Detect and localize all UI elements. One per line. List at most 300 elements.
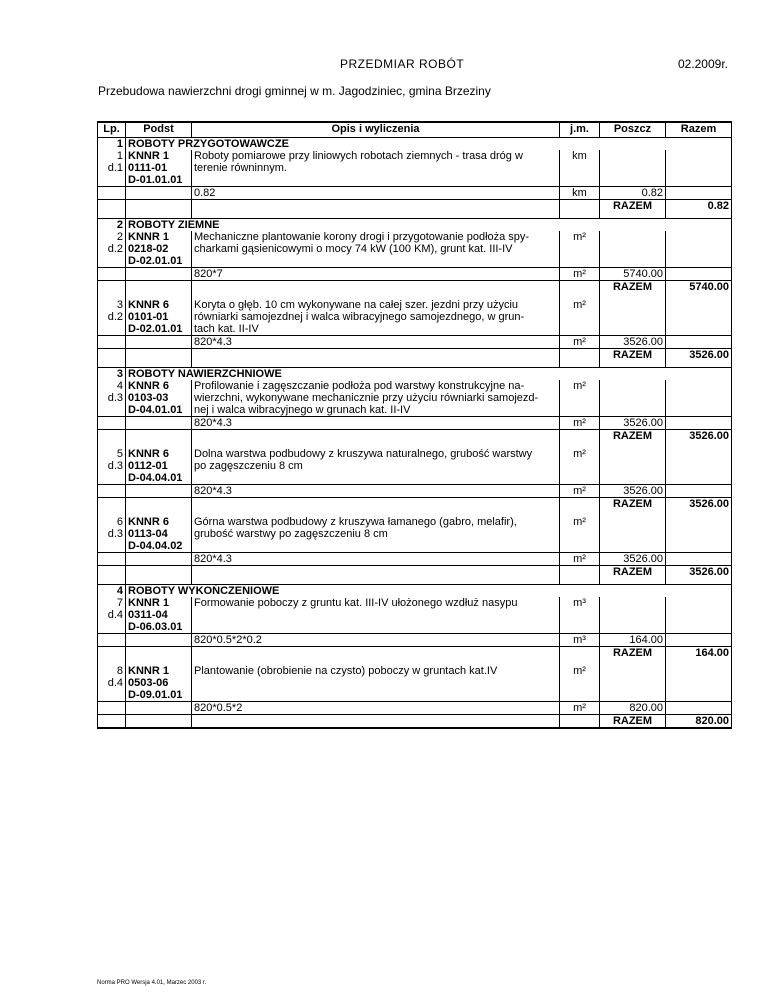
item-d-ref: d.2 xyxy=(98,311,126,323)
item-unit: m² xyxy=(560,516,600,528)
empty-cell xyxy=(192,566,560,579)
empty-cell xyxy=(666,540,732,553)
item-row xyxy=(98,255,732,268)
empty-cell xyxy=(192,715,560,729)
item-lp: 3 xyxy=(98,299,126,311)
item-row xyxy=(98,150,732,162)
empty-cell xyxy=(600,621,666,634)
item-quantity: 3526.00 xyxy=(600,417,666,430)
header-jm: j.m. xyxy=(560,122,600,138)
empty-cell xyxy=(600,689,666,702)
item-row xyxy=(98,689,732,702)
empty-cell xyxy=(126,349,192,362)
item-quantity: 164.00 xyxy=(600,634,666,647)
item-description: Górna warstwa podbudowy z kruszywa łamanego (gabro, melafir), xyxy=(192,516,560,528)
empty-cell xyxy=(666,472,732,485)
item-description: grubość warstwy po zagęszczeniu 8 cm xyxy=(192,528,560,540)
empty-cell xyxy=(560,174,600,187)
total-row xyxy=(98,647,732,660)
empty-cell xyxy=(560,472,600,485)
item-razem-empty xyxy=(666,516,732,528)
empty-cell xyxy=(98,200,126,213)
item-spec-code: D-02.01.01 xyxy=(126,255,192,268)
empty-cell xyxy=(600,311,666,323)
item-spec-code: D-06.03.01 xyxy=(126,621,192,634)
empty-cell xyxy=(98,281,126,294)
empty-cell xyxy=(98,349,126,362)
empty-cell xyxy=(600,162,666,174)
item-calculation: 820*4.3 xyxy=(192,417,560,430)
table-header-row xyxy=(98,122,732,138)
empty-cell xyxy=(560,392,600,404)
total-row xyxy=(98,281,732,294)
item-d-ref: d.1 xyxy=(98,162,126,174)
empty-cell xyxy=(666,460,732,472)
item-row xyxy=(98,243,732,255)
item-calculation: 0.82 xyxy=(192,187,560,200)
item-row xyxy=(98,311,732,323)
empty-cell xyxy=(666,162,732,174)
section-title: ROBOTY ZIEMNE xyxy=(126,219,732,232)
item-poszcz-empty xyxy=(600,448,666,460)
calc-unit: m² xyxy=(560,553,600,566)
empty-cell xyxy=(126,634,192,647)
item-total: 164.00 xyxy=(666,647,732,660)
item-total: 3526.00 xyxy=(666,430,732,443)
empty-cell xyxy=(560,647,600,660)
item-row xyxy=(98,516,732,528)
empty-cell xyxy=(560,715,600,729)
empty-cell xyxy=(560,677,600,689)
empty-cell xyxy=(600,174,666,187)
empty-cell xyxy=(666,553,732,566)
empty-cell xyxy=(98,566,126,579)
item-unit: m² xyxy=(560,665,600,677)
razem-label: RAZEM xyxy=(600,281,666,294)
item-row xyxy=(98,299,732,311)
total-row xyxy=(98,430,732,443)
item-row xyxy=(98,162,732,174)
item-podst-catalog: KNNR 1 xyxy=(126,597,192,609)
empty-cell xyxy=(666,174,732,187)
item-spec-code: D-04.04.01 xyxy=(126,472,192,485)
empty-cell xyxy=(126,647,192,660)
item-spec-code: D-09.01.01 xyxy=(126,689,192,702)
empty-cell xyxy=(560,430,600,443)
empty-cell xyxy=(126,200,192,213)
item-podst-number: 0503-06 xyxy=(126,677,192,689)
header-lp: Lp. xyxy=(98,122,126,138)
item-row xyxy=(98,528,732,540)
header-razem: Razem xyxy=(666,122,732,138)
section-number: 4 xyxy=(98,585,126,598)
section-title: ROBOTY NAWIERZCHNIOWE xyxy=(126,368,732,381)
razem-label: RAZEM xyxy=(600,715,666,729)
total-row xyxy=(98,566,732,579)
item-quantity: 5740.00 xyxy=(600,268,666,281)
empty-cell xyxy=(126,566,192,579)
empty-cell xyxy=(192,498,560,511)
empty-cell xyxy=(666,621,732,634)
empty-cell xyxy=(600,528,666,540)
empty-cell xyxy=(560,460,600,472)
empty-cell xyxy=(560,311,600,323)
item-spec-code: D-01.01.01 xyxy=(126,174,192,187)
item-unit: m² xyxy=(560,231,600,243)
empty-cell xyxy=(600,460,666,472)
item-podst-number: 0218-02 xyxy=(126,243,192,255)
item-description: po zagęszczeniu 8 cm xyxy=(192,460,560,472)
razem-label: RAZEM xyxy=(600,349,666,362)
item-d-ref: d.3 xyxy=(98,392,126,404)
calc-row xyxy=(98,485,732,498)
total-row xyxy=(98,715,732,729)
empty-cell xyxy=(560,162,600,174)
empty-cell xyxy=(600,472,666,485)
item-total: 820.00 xyxy=(666,715,732,729)
item-unit: km xyxy=(560,150,600,162)
item-poszcz-empty xyxy=(600,516,666,528)
calc-row xyxy=(98,187,732,200)
empty-cell xyxy=(560,621,600,634)
item-razem-empty xyxy=(666,299,732,311)
empty-cell xyxy=(98,430,126,443)
empty-cell xyxy=(126,268,192,281)
empty-cell xyxy=(98,553,126,566)
section-row xyxy=(98,585,732,598)
calc-unit: m² xyxy=(560,336,600,349)
empty-cell xyxy=(98,472,126,485)
item-description: wierzchni, wykonywane mechanicznie przy użyciu równiarki samojezd- xyxy=(192,392,560,404)
empty-cell xyxy=(560,200,600,213)
item-row xyxy=(98,460,732,472)
empty-cell xyxy=(192,200,560,213)
item-d-ref: d.3 xyxy=(98,460,126,472)
item-description: równiarki samojezdnej i walca wibracyjnego samojezdnego, w grun- xyxy=(192,311,560,323)
calc-row xyxy=(98,268,732,281)
empty-cell xyxy=(98,689,126,702)
empty-cell xyxy=(600,392,666,404)
section-row xyxy=(98,219,732,232)
empty-cell xyxy=(126,187,192,200)
item-row xyxy=(98,380,732,392)
item-lp: 5 xyxy=(98,448,126,460)
empty-cell xyxy=(98,647,126,660)
empty-cell xyxy=(560,323,600,336)
item-description xyxy=(192,609,560,621)
header-opis: Opis i wyliczenia xyxy=(192,122,560,138)
header-podst: Podst xyxy=(126,122,192,138)
calc-unit: m² xyxy=(560,268,600,281)
empty-cell xyxy=(600,255,666,268)
item-razem-empty xyxy=(666,380,732,392)
calc-row xyxy=(98,336,732,349)
empty-cell xyxy=(192,430,560,443)
empty-cell xyxy=(126,715,192,729)
item-row xyxy=(98,448,732,460)
item-description: Profilowanie i zagęszczanie podłoża pod warstwy konstrukcyjne na- xyxy=(192,380,560,392)
item-podst-catalog: KNNR 1 xyxy=(126,150,192,162)
section-title: ROBOTY PRZYGOTOWAWCZE xyxy=(126,138,732,151)
document-date: 02.2009r. xyxy=(677,57,728,71)
item-podst-number: 0113-04 xyxy=(126,528,192,540)
item-row xyxy=(98,174,732,187)
item-description: Koryta o głęb. 10 cm wykonywane na całej szer. jezdni przy użyciu xyxy=(192,299,560,311)
item-d-ref: d.4 xyxy=(98,677,126,689)
item-calculation: 820*4.3 xyxy=(192,336,560,349)
empty-cell xyxy=(666,528,732,540)
item-razem-empty xyxy=(666,597,732,609)
empty-cell xyxy=(666,609,732,621)
item-row xyxy=(98,597,732,609)
item-total: 3526.00 xyxy=(666,349,732,362)
empty-cell xyxy=(560,243,600,255)
empty-cell xyxy=(666,392,732,404)
item-quantity: 820.00 xyxy=(600,702,666,715)
empty-cell xyxy=(98,540,126,553)
item-quantity: 3526.00 xyxy=(600,485,666,498)
item-description xyxy=(192,689,560,702)
empty-cell xyxy=(98,323,126,336)
empty-cell xyxy=(560,281,600,294)
item-poszcz-empty xyxy=(600,150,666,162)
item-podst-number: 0311-04 xyxy=(126,609,192,621)
empty-cell xyxy=(98,702,126,715)
item-description: Mechaniczne plantowanie korony drogi i przygotowanie podłoża spy- xyxy=(192,231,560,243)
item-description xyxy=(192,540,560,553)
item-row xyxy=(98,323,732,336)
item-quantity: 3526.00 xyxy=(600,553,666,566)
item-quantity: 0.82 xyxy=(600,187,666,200)
item-podst-number: 0101-01 xyxy=(126,311,192,323)
item-row xyxy=(98,609,732,621)
section-row xyxy=(98,368,732,381)
item-row xyxy=(98,677,732,689)
item-lp: 2 xyxy=(98,231,126,243)
calc-unit: m³ xyxy=(560,634,600,647)
item-podst-catalog: KNNR 1 xyxy=(126,231,192,243)
empty-cell xyxy=(560,689,600,702)
empty-cell xyxy=(666,187,732,200)
item-poszcz-empty xyxy=(600,231,666,243)
razem-label: RAZEM xyxy=(600,647,666,660)
empty-cell xyxy=(666,634,732,647)
calc-unit: m² xyxy=(560,702,600,715)
item-d-ref: d.2 xyxy=(98,243,126,255)
calc-unit: m² xyxy=(560,417,600,430)
project-subtitle: Przebudowa nawierzchni drogi gminnej w m. Jagodziniec, gmina Brzeziny xyxy=(98,84,491,98)
empty-cell xyxy=(560,566,600,579)
empty-cell xyxy=(560,528,600,540)
empty-cell xyxy=(560,540,600,553)
empty-cell xyxy=(192,647,560,660)
item-description: charkami gąsienicowymi o mocy 74 kW (100 KM), grunt kat. III-IV xyxy=(192,243,560,255)
item-podst-catalog: KNNR 6 xyxy=(126,448,192,460)
item-podst-number: 0111-01 xyxy=(126,162,192,174)
item-podst-catalog: KNNR 6 xyxy=(126,380,192,392)
item-podst-catalog: KNNR 6 xyxy=(126,299,192,311)
razem-label: RAZEM xyxy=(600,430,666,443)
item-row xyxy=(98,621,732,634)
item-total: 3526.00 xyxy=(666,566,732,579)
empty-cell xyxy=(666,485,732,498)
empty-cell xyxy=(666,689,732,702)
item-unit: m² xyxy=(560,299,600,311)
empty-cell xyxy=(600,540,666,553)
empty-cell xyxy=(126,485,192,498)
item-description: Dolna warstwa podbudowy z kruszywa naturalnego, grubość warstwy xyxy=(192,448,560,460)
item-row xyxy=(98,404,732,417)
item-description xyxy=(192,472,560,485)
item-unit: m² xyxy=(560,448,600,460)
empty-cell xyxy=(98,255,126,268)
cost-estimate-table xyxy=(97,121,732,729)
item-lp: 6 xyxy=(98,516,126,528)
item-row xyxy=(98,231,732,243)
item-description xyxy=(192,255,560,268)
item-spec-code: D-02.01.01 xyxy=(126,323,192,336)
item-row xyxy=(98,472,732,485)
empty-cell xyxy=(666,677,732,689)
razem-label: RAZEM xyxy=(600,566,666,579)
total-row xyxy=(98,498,732,511)
empty-cell xyxy=(560,498,600,511)
item-description: tach kat. II-IV xyxy=(192,323,560,336)
item-razem-empty xyxy=(666,231,732,243)
item-row xyxy=(98,392,732,404)
item-calculation: 820*4.3 xyxy=(192,553,560,566)
item-d-ref: d.3 xyxy=(98,528,126,540)
item-razem-empty xyxy=(666,150,732,162)
empty-cell xyxy=(666,268,732,281)
calc-unit: m² xyxy=(560,485,600,498)
empty-cell xyxy=(666,336,732,349)
item-poszcz-empty xyxy=(600,299,666,311)
item-lp: 4 xyxy=(98,380,126,392)
empty-cell xyxy=(98,485,126,498)
calc-row xyxy=(98,417,732,430)
empty-cell xyxy=(126,430,192,443)
section-number: 1 xyxy=(98,138,126,151)
header-poszcz: Poszcz xyxy=(600,122,666,138)
item-spec-code: D-04.04.02 xyxy=(126,540,192,553)
empty-cell xyxy=(600,323,666,336)
empty-cell xyxy=(98,174,126,187)
section-number: 2 xyxy=(98,219,126,232)
empty-cell xyxy=(192,349,560,362)
empty-cell xyxy=(666,417,732,430)
section-row xyxy=(98,138,732,151)
empty-cell xyxy=(98,417,126,430)
item-total: 0.82 xyxy=(666,200,732,213)
empty-cell xyxy=(666,311,732,323)
item-poszcz-empty xyxy=(600,597,666,609)
item-poszcz-empty xyxy=(600,665,666,677)
empty-cell xyxy=(98,621,126,634)
item-row xyxy=(98,540,732,553)
empty-cell xyxy=(560,609,600,621)
empty-cell xyxy=(600,404,666,417)
item-calculation: 820*4.3 xyxy=(192,485,560,498)
item-podst-catalog: KNNR 1 xyxy=(126,665,192,677)
empty-cell xyxy=(98,404,126,417)
empty-cell xyxy=(98,336,126,349)
total-row xyxy=(98,349,732,362)
empty-cell xyxy=(600,609,666,621)
item-description xyxy=(192,621,560,634)
razem-label: RAZEM xyxy=(600,200,666,213)
empty-cell xyxy=(600,243,666,255)
item-row xyxy=(98,665,732,677)
item-total: 5740.00 xyxy=(666,281,732,294)
empty-cell xyxy=(126,336,192,349)
item-description: Plantowanie (obrobienie na czysto) poboczy w gruntach kat.IV xyxy=(192,665,560,677)
item-calculation: 820*0.5*2 xyxy=(192,702,560,715)
empty-cell xyxy=(560,349,600,362)
item-description: terenie równinnym. xyxy=(192,162,560,174)
item-podst-number: 0103-03 xyxy=(126,392,192,404)
empty-cell xyxy=(98,634,126,647)
empty-cell xyxy=(666,404,732,417)
item-podst-catalog: KNNR 6 xyxy=(126,516,192,528)
item-razem-empty xyxy=(666,448,732,460)
item-razem-empty xyxy=(666,665,732,677)
empty-cell xyxy=(126,702,192,715)
calc-row xyxy=(98,634,732,647)
total-row xyxy=(98,200,732,213)
document-title: PRZEDMIAR ROBÓT xyxy=(340,57,465,71)
item-unit: m³ xyxy=(560,597,600,609)
empty-cell xyxy=(666,255,732,268)
item-description: Roboty pomiarowe przy liniowych robotach ziemnych - trasa dróg w xyxy=(192,150,560,162)
empty-cell xyxy=(192,281,560,294)
section-title: ROBOTY WYKOŃCZENIOWE xyxy=(126,585,732,598)
empty-cell xyxy=(126,553,192,566)
item-lp: 8 xyxy=(98,665,126,677)
item-calculation: 820*7 xyxy=(192,268,560,281)
razem-label: RAZEM xyxy=(600,498,666,511)
item-lp: 1 xyxy=(98,150,126,162)
item-description xyxy=(192,677,560,689)
empty-cell xyxy=(98,498,126,511)
calc-row xyxy=(98,702,732,715)
item-podst-number: 0112-01 xyxy=(126,460,192,472)
empty-cell xyxy=(560,404,600,417)
empty-cell xyxy=(98,715,126,729)
empty-cell xyxy=(600,677,666,689)
empty-cell xyxy=(666,702,732,715)
empty-cell xyxy=(126,498,192,511)
item-lp: 7 xyxy=(98,597,126,609)
item-description: Formowanie poboczy z gruntu kat. III-IV ułożonego wzdłuż nasypu xyxy=(192,597,560,609)
item-total: 3526.00 xyxy=(666,498,732,511)
item-unit: m² xyxy=(560,380,600,392)
empty-cell xyxy=(560,255,600,268)
empty-cell xyxy=(666,323,732,336)
item-calculation: 820*0.5*2*0.2 xyxy=(192,634,560,647)
empty-cell xyxy=(98,268,126,281)
item-quantity: 3526.00 xyxy=(600,336,666,349)
section-number: 3 xyxy=(98,368,126,381)
item-spec-code: D-04.01.01 xyxy=(126,404,192,417)
empty-cell xyxy=(98,187,126,200)
item-description: nej i walca wibracyjnego w grunach kat. II-IV xyxy=(192,404,560,417)
calc-row xyxy=(98,553,732,566)
item-d-ref: d.4 xyxy=(98,609,126,621)
calc-unit: km xyxy=(560,187,600,200)
empty-cell xyxy=(666,243,732,255)
software-footer: Norma PRO Wersja 4.01, Marzec 2003 r. xyxy=(97,980,207,986)
